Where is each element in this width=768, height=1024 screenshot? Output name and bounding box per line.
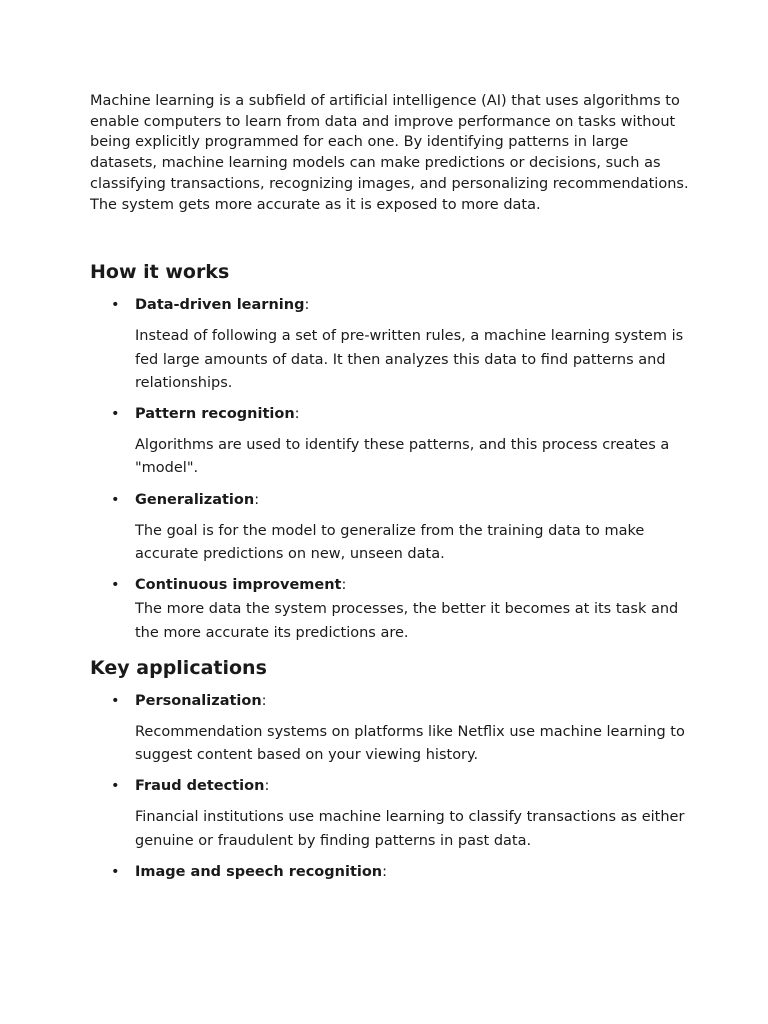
bullet-icon: • — [111, 692, 120, 709]
key-applications-list — [90, 690, 690, 884]
bullet-icon: • — [111, 577, 120, 594]
document-body — [90, 91, 690, 884]
list-item-description: The more data the system processes, the better it becomes at its task and the more accurate its predictions are. — [135, 601, 679, 641]
list-item-image-and-speech-recognition — [90, 861, 690, 884]
list-item-term: Pattern recognition: — [135, 406, 300, 423]
bullet-icon: • — [111, 778, 120, 795]
list-item-description: Financial institutions use machine learning to classify transactions as either genuine or fraudulent by finding patterns in past data. — [135, 809, 685, 849]
how-it-works-heading: How it works — [90, 261, 230, 284]
list-item-term: Generalization: — [135, 491, 260, 508]
how-it-works-list — [90, 294, 690, 645]
list-item-personalization — [90, 690, 690, 768]
list-item-term: Continuous improvement: — [135, 577, 347, 594]
bullet-icon: • — [111, 297, 120, 314]
list-item-description: The goal is for the model to generalize from the training data to make accurate predictions on new, unseen data. — [135, 522, 645, 562]
bullet-icon: • — [111, 864, 120, 881]
list-item-data-driven-learning — [90, 294, 690, 395]
intro-paragraph: Machine learning is a subfield of artificial intelligence (AI) that uses algorithms to enable computers to learn from data and improve performance on tasks without being explicitly programmed for each one. By identifying patterns in large datasets, machine learning models can make predictions or decisions, such as classifying transactions, recognizing images, and personalizing recommendations. The system gets more accurate as it is exposed to more data. — [90, 93, 689, 213]
list-item-generalization — [90, 489, 690, 567]
list-item-term: Personalization: — [135, 692, 267, 709]
list-item-description: Algorithms are used to identify these patterns, and this process creates a "model". — [135, 437, 670, 477]
list-item-pattern-recognition — [90, 403, 690, 481]
bullet-icon: • — [111, 406, 120, 423]
list-item-term: Fraud detection: — [135, 778, 270, 795]
key-applications-heading: Key applications — [90, 656, 267, 679]
list-item-fraud-detection — [90, 775, 690, 853]
list-item-description: Instead of following a set of pre-written rules, a machine learning system is fed large amounts of data. It then analyzes this data to find patterns and relationships. — [135, 328, 684, 391]
list-item-term: Image and speech recognition: — [135, 864, 388, 881]
bullet-icon: • — [111, 491, 120, 508]
list-item-continuous-improvement — [90, 574, 690, 645]
list-item-description: Recommendation systems on platforms like Netflix use machine learning to suggest content based on your viewing history. — [135, 723, 685, 764]
list-item-term: Data-driven learning: — [135, 297, 310, 314]
